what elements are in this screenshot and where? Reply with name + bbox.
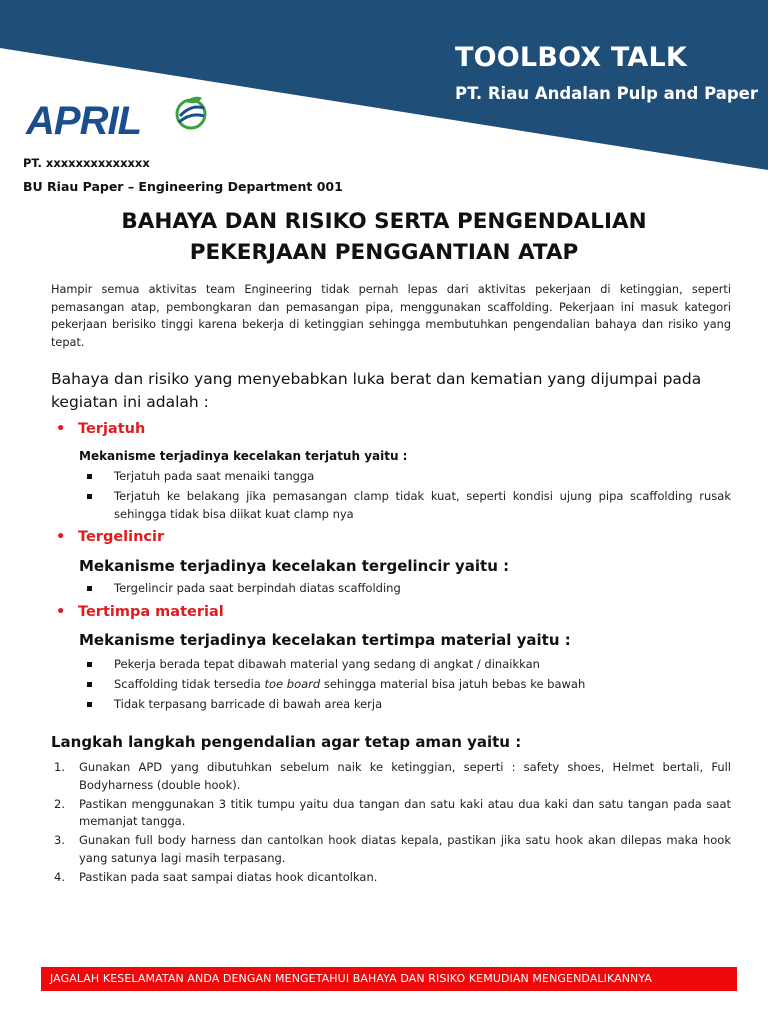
square-bullet-icon xyxy=(87,586,92,591)
company-subtitle: PT. Riau Andalan Pulp and Paper xyxy=(455,84,758,103)
hazard-mechanism: Mekanisme terjadinya kecelakan tertimpa material yaitu : xyxy=(79,631,571,649)
control-step: 1. Gunakan APD yang dibutuhkan sebelum naik ke ketinggian, seperti : safety shoes, Helmet bertali, Full Bodyharness (double hook). xyxy=(54,760,731,792)
list-item: Tergelincir pada saat berpindah diatas scaffolding xyxy=(79,580,731,598)
hazard-item-list xyxy=(79,656,731,716)
hazard-item-list xyxy=(79,468,731,526)
company-name: PT. xxxxxxxxxxxxxx xyxy=(23,156,150,170)
bullet-icon: • xyxy=(56,529,66,545)
hazard-name: Terjatuh xyxy=(78,421,146,437)
list-item: Scaffolding tidak tersedia toe board sehingga material bisa jatuh bebas ke bawah xyxy=(79,676,731,694)
list-item: Pekerja berada tepat dibawah material yang sedang di angkat / dinaikkan xyxy=(79,656,731,674)
square-bullet-icon xyxy=(87,494,92,499)
hazard-mechanism: Mekanisme terjadinya kecelakan terjatuh yaitu : xyxy=(79,449,408,463)
department-line: BU Riau Paper – Engineering Department 001 xyxy=(23,179,343,194)
controls-list xyxy=(51,759,731,888)
bullet-icon: • xyxy=(56,604,66,620)
bullet-icon: • xyxy=(56,421,66,437)
hazard-category-terjatuh xyxy=(56,421,145,437)
square-bullet-icon xyxy=(87,682,92,687)
controls-heading: Langkah langkah pengendalian agar tetap aman yaitu : xyxy=(51,733,522,751)
document-title xyxy=(0,206,768,268)
leaf-globe-icon xyxy=(174,94,208,136)
title-line-1: BAHAYA DAN RISIKO SERTA PENGENDALIAN xyxy=(121,209,647,234)
title-line-2: PEKERJAAN PENGGANTIAN ATAP xyxy=(189,240,579,265)
toolbox-talk-title: TOOLBOX TALK xyxy=(455,42,688,73)
intro-paragraph: Hampir semua aktivitas team Engineering tidak pernah lepas dari aktivitas pekerjaan di ketinggian, seperti pemasangan atap, pembongkaran dan pemasangan pipa, menggunakan scaffolding. Pekerjaan ini masuk kategori pekerjaan berisiko tinggi karena bekerja di ketinggian sehingga membutuhkan pengendalian bahaya dan risiko yang tepat. xyxy=(51,283,731,349)
square-bullet-icon xyxy=(87,702,92,707)
footer-banner xyxy=(41,967,737,991)
list-item: Terjatuh ke belakang jika pemasangan clamp tidak kuat, seperti kondisi ujung pipa scaffolding rusak sehingga tidak bisa diikat kuat clamp nya xyxy=(79,488,731,523)
control-step: 4. Pastikan pada saat sampai diatas hook dicantolkan. xyxy=(54,869,378,884)
april-logo xyxy=(26,94,216,150)
logo-wordmark: APRIL xyxy=(26,99,141,143)
hazards-heading: Bahaya dan risiko yang menyebabkan luka berat dan kematian yang dijumpai pada kegiatan ini adalah : xyxy=(51,370,702,411)
hazard-name: Tertimpa material xyxy=(78,604,224,620)
square-bullet-icon xyxy=(87,662,92,667)
hazard-mechanism: Mekanisme terjadinya kecelakan tergelincir yaitu : xyxy=(79,557,510,575)
square-bullet-icon xyxy=(87,474,92,479)
list-item: Terjatuh pada saat menaiki tangga xyxy=(79,468,731,486)
list-item: Tidak terpasang barricade di bawah area kerja xyxy=(79,696,731,714)
hazard-item-list xyxy=(79,580,731,600)
hazard-category-tertimpa-material xyxy=(56,604,224,620)
control-step: 3. Gunakan full body harness dan cantolkan hook diatas kepala, pastikan jika satu hook akan dilepas maka hook yang satunya lagi masih terpasang. xyxy=(54,833,731,865)
hazard-name: Tergelincir xyxy=(78,529,165,545)
control-step: 2. Pastikan menggunakan 3 titik tumpu yaitu dua tangan dan satu kaki atau dua kaki dan satu tangan pada saat memanjat tangga. xyxy=(54,796,731,828)
hazard-category-tergelincir xyxy=(56,529,164,545)
footer-slogan: JAGALAH KESELAMATAN ANDA DENGAN MENGETAHUI BAHAYA DAN RISIKO KEMUDIAN MENGENDALIKANNYA xyxy=(50,972,652,985)
